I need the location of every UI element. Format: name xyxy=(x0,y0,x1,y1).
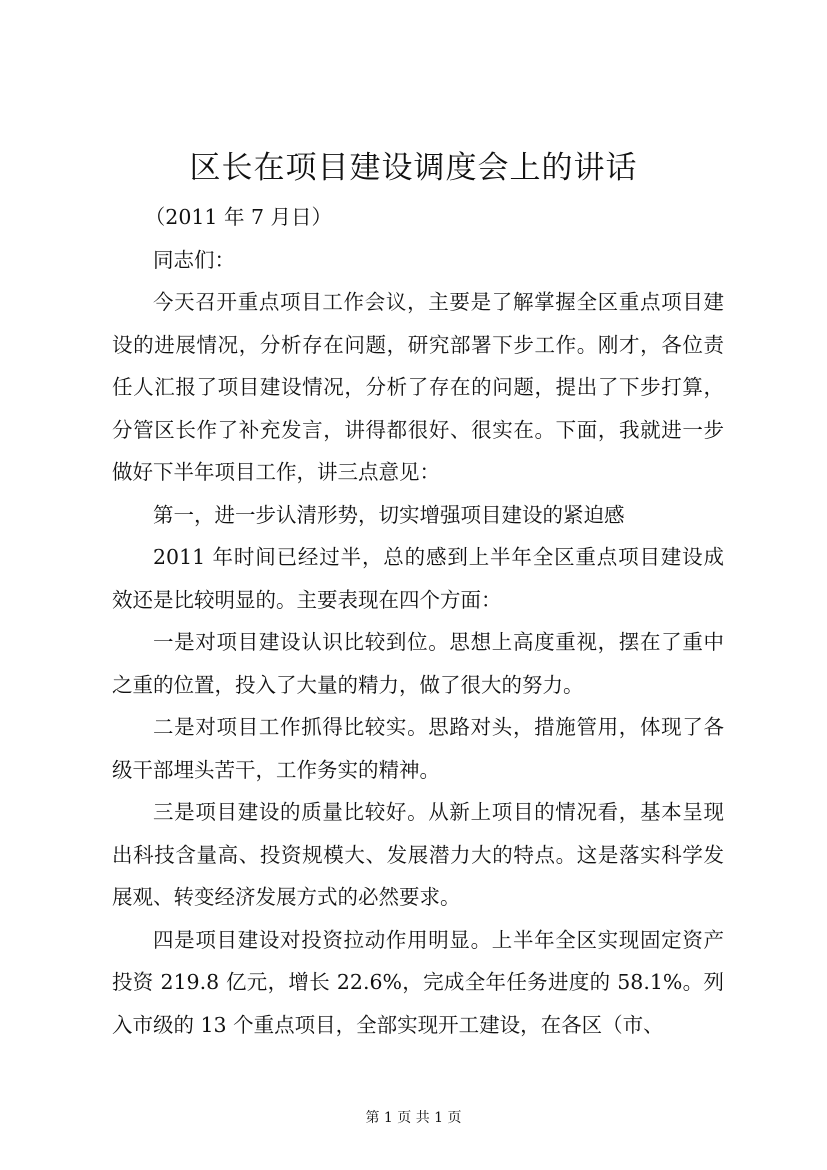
paragraph-point-one: 一是对项目建设认识比较到位。思想上高度重视，摆在了重中之重的位置，投入了大量的精力，做了很大的努力。 xyxy=(112,630,724,697)
greeting: 同志们： xyxy=(153,247,235,272)
document-title: 区长在项目建设调度会上的讲话 xyxy=(189,150,638,186)
paragraph-point-four: 四是项目建设对投资拉动作用明显。上半年全区实现固定资产投资 219.8 亿元，增长 22.6%，完成全年任务进度的 58.1%。列入市级的 13 个重点项目，全部实现开工建设，在各区（市、 xyxy=(112,927,724,1037)
document-body xyxy=(112,196,724,1046)
section-heading-first: 第一，进一步认清形势，切实增强项目建设的紧迫感 xyxy=(153,502,625,527)
paragraph-intro: 今天召开重点项目工作会议，主要是了解掌握全区重点项目建设的进展情况，分析存在问题，研究部署下步工作。刚才，各位责任人汇报了项目建设情况，分析了存在的问题，提出了下步打算，分管区长作了补充发言，讲得都很好、很实在。下面，我就进一步做好下半年项目工作，讲三点意见： xyxy=(112,290,724,484)
paragraph-point-three: 三是项目建设的质量比较好。从新上项目的情况看，基本呈现出科技含量高、投资规模大、发展潜力大的特点。这是落实科学发展观、转变经济发展方式的必然要求。 xyxy=(112,800,724,909)
page-footer: 第 1 页 共 1 页 xyxy=(365,1110,462,1126)
paragraph-overview: 2011 年时间已经过半，总的感到上半年全区重点项目建设成效还是比较明显的。主要表现在四个方面： xyxy=(112,545,724,612)
speech-date: （2011 年 7 月日） xyxy=(144,205,333,229)
paragraph-point-two: 二是对项目工作抓得比较实。思路对头，措施管用，体现了各级干部埋头苦干，工作务实的精神。 xyxy=(112,715,724,782)
